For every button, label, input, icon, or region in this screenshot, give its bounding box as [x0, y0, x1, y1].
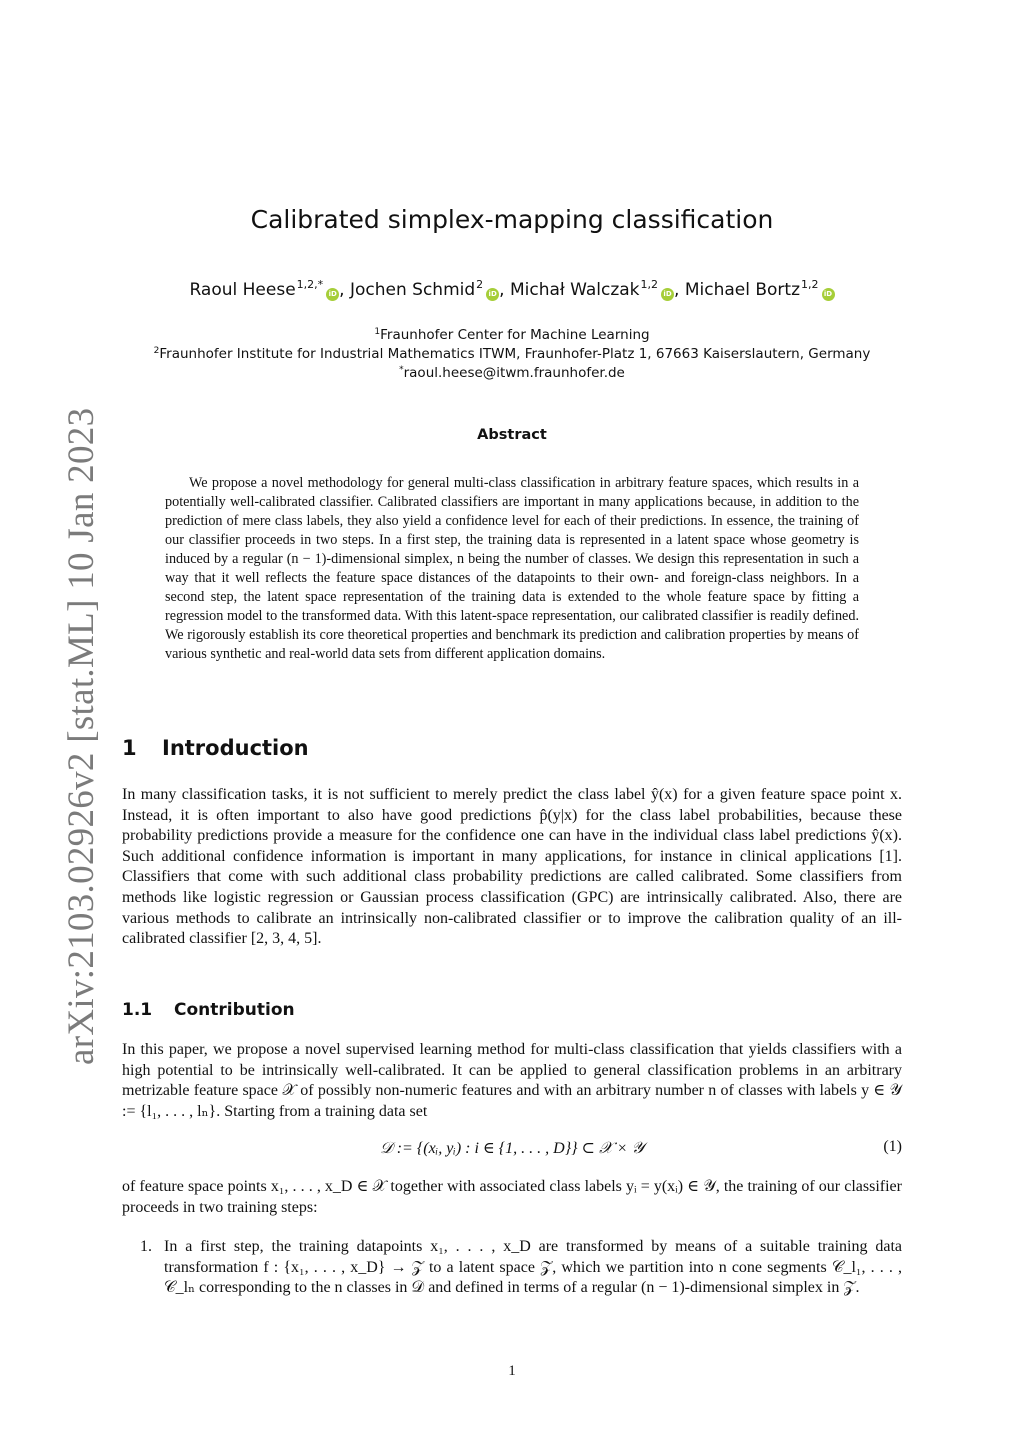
- post-equation-paragraph: of feature space points x₁, . . . , x_D ∈ 𝒳 together with associated class labels yᵢ = y(xᵢ) ∈ 𝒴, the training of our classifier proceeds in two training steps:: [122, 1178, 902, 1216]
- affiliation-text: Fraunhofer Center for Machine Learning: [380, 327, 650, 343]
- orcid-icon[interactable]: iD: [326, 288, 339, 301]
- affiliation: [0, 365, 1024, 381]
- section-title: Contribution: [174, 1000, 295, 1020]
- arxiv-stamp: arXiv:2103.02926v2 [stat.ML] 10 Jan 2023: [61, 407, 102, 1065]
- list-item: [140, 1237, 902, 1299]
- author-affiliation-sup: 1,2,*: [296, 278, 324, 291]
- equation-1: [122, 1138, 902, 1158]
- orcid-icon[interactable]: iD: [486, 288, 499, 301]
- training-steps-list: [140, 1237, 902, 1299]
- author-name: Raoul Heese: [189, 280, 296, 300]
- author-name: Jochen Schmid: [349, 280, 476, 300]
- author-affiliation-sup: 2: [476, 278, 484, 291]
- author-affiliation-sup: 1,2: [640, 278, 659, 291]
- affiliation-sup: 1: [374, 327, 381, 337]
- affiliation-sup: 2: [153, 346, 160, 356]
- list-item-text: In a first step, the training datapoints x₁, . . . , x_D are transformed by means of a suitable training data transformation f : {x₁, . . . , x_D} → 𝒵 to a latent space 𝒵, which we partition into n cone segments 𝒞_l₁, . . . , 𝒞_lₙ corresponding to the n classes in 𝒟 and defined in terms of a regular (n − 1)-dimensional simplex in 𝒵.: [164, 1238, 902, 1297]
- author-name: Michał Walczak: [509, 280, 640, 300]
- contribution-paragraph: In this paper, we propose a novel supervised learning method for multi-class classification that yields classifiers with a high potential to be intrinsically well-calibrated. It can be applied to general classification problems in an arbitrary metrizable feature space 𝒳 of possibly non-numeric features and with an arbitrary number n of classes with labels y ∈ 𝒴 := {l₁, . . . , lₙ}. Starting from a training data set: [122, 1041, 902, 1120]
- page-number: 1: [508, 1363, 516, 1379]
- intro-paragraph: In many classification tasks, it is not sufficient to merely predict the class label ŷ(x) for a given feature space point x. Instead, it is often important to also have good predictions p̂(y|x) for the class label probabilities, because these probability predictions provide a measure for the confidence one can have in the individual class label predictions ŷ(x). Such additional confidence information is important in many applications, for instance in clinical applications [1]. Classifiers that come with such additional class probability predictions are called calibrated. Some classifiers from methods like logistic regression or Gaussian process classification (GPC) are intrinsically calibrated. Also, there are various methods to calibrate an intrinsically non-calibrated classifier or to improve the calibration quality of an ill-calibrated classifier [2, 3, 4, 5].: [122, 786, 902, 948]
- equation-number: (1): [883, 1138, 902, 1155]
- author-affiliation-sup: 1,2: [801, 278, 819, 291]
- affiliation: [0, 327, 1024, 343]
- section-heading-introduction: [122, 736, 309, 760]
- affiliation-sup: *: [399, 365, 404, 375]
- abstract-text: We propose a novel methodology for general multi-class classification in arbitrary feature spaces, which results in a potentially well-calibrated classifier. Calibrated classifiers are important in many applications because, in addition to the prediction of mere class labels, they also yield a confidence level for each of their predictions. In essence, the training of our classifier proceeds in two steps. In a first step, the training data is represented in a latent space whose geometry is induced by a regular (n − 1)-dimensional simplex, n being the number of classes. We design this representation in such a way that it well reflects the feature space distances of the datapoints to their own- and foreign-class neighbors. In a second step, the latent space representation of the training data is extended to the whole feature space by fitting a regression model to the transformed data. With this latent-space representation, our calibrated classifier is readily defined. We rigorously establish its core theoretical properties and benchmark its prediction and calibration properties by means of various synthetic and real-world data sets from different application domains.: [165, 475, 859, 662]
- author-list: Raoul Heese$^{1,2,*}$iD , Jochen Schmid$^2$iD , Michał Walczak$^{1,2}$iD , Michael Bortz$^{1,2}$iD: [0, 278, 1024, 301]
- corresponding-email[interactable]: raoul.heese@itwm.fraunhofer.de: [403, 365, 625, 381]
- equation-body: 𝒟 := {(xᵢ, yᵢ) : i ∈ {1, . . . , D}} ⊂ 𝒳 × 𝒴: [379, 1140, 645, 1157]
- section-title: Introduction: [162, 736, 309, 760]
- list-item-number: 1.: [140, 1238, 152, 1255]
- section-number: 1: [122, 736, 137, 760]
- abstract-heading: Abstract: [477, 427, 547, 443]
- section-number: 1.1: [122, 1000, 153, 1020]
- orcid-icon[interactable]: iD: [822, 288, 835, 301]
- affiliation-text: Fraunhofer Institute for Industrial Mathematics ITWM, Fraunhofer-Platz 1, 67663 Kaiserslautern, Germany: [159, 346, 871, 362]
- paper-title: Calibrated simplex-mapping classification: [250, 205, 774, 234]
- author-name: Michael Bortz: [684, 280, 801, 300]
- orcid-icon[interactable]: iD: [661, 288, 674, 301]
- section-heading-contribution: [122, 1000, 295, 1020]
- affiliation: [0, 346, 1024, 362]
